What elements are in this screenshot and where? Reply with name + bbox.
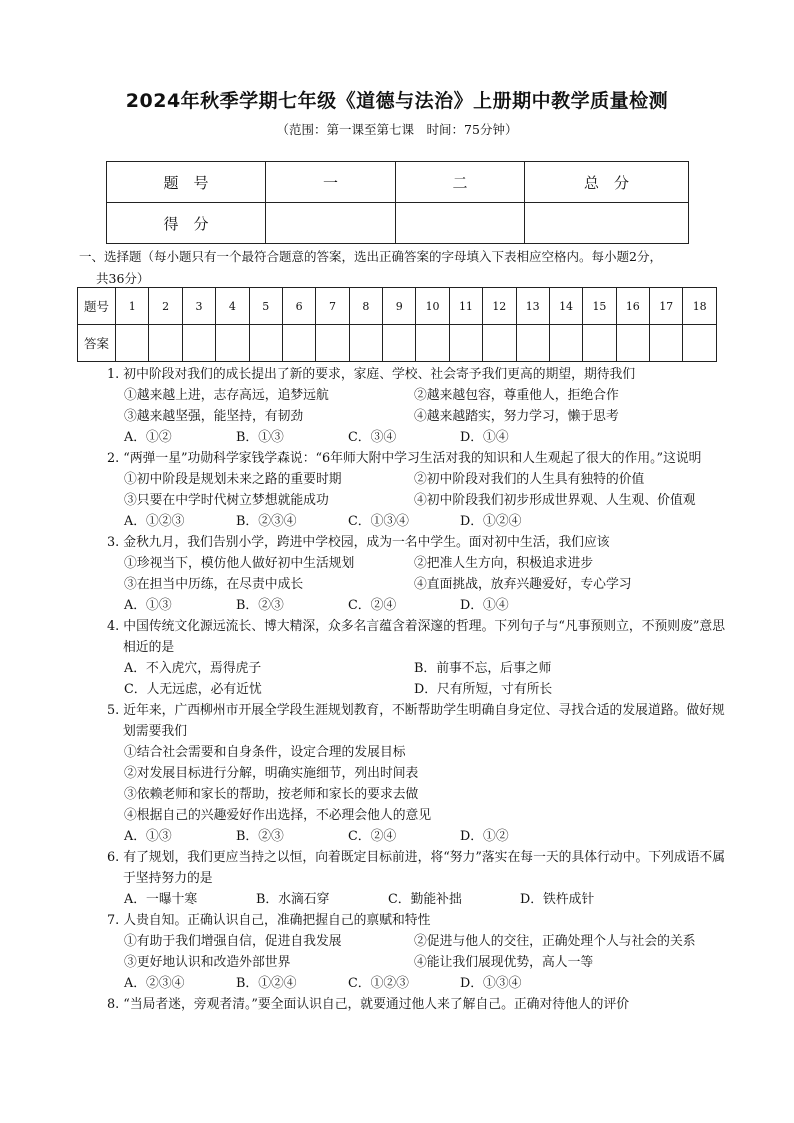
statement-option: ②促进与他人的交往，正确处理个人与社会的关系 bbox=[414, 934, 696, 949]
answer-choice[interactable]: C．③④ bbox=[348, 430, 397, 445]
answer-table-number-label: 题号 bbox=[78, 288, 116, 325]
answer-cell[interactable] bbox=[216, 325, 249, 362]
answer-choice[interactable]: A．②③④ bbox=[124, 976, 185, 991]
option-row bbox=[107, 490, 727, 511]
answer-choice[interactable]: B．水滴石穿 bbox=[256, 892, 330, 907]
section-heading bbox=[79, 246, 719, 290]
option-row bbox=[107, 679, 727, 700]
answer-table-number: 1 bbox=[116, 288, 149, 325]
question-item bbox=[107, 448, 727, 532]
statement-option: B．前事不忘，后事之师 bbox=[414, 661, 552, 676]
statement-option: C．人无远虑，必有近忧 bbox=[124, 682, 262, 697]
answer-choice[interactable]: A．①③ bbox=[124, 829, 172, 844]
answer-cell[interactable] bbox=[149, 325, 182, 362]
score-header-total: 总 分 bbox=[525, 162, 689, 203]
answer-choice[interactable]: D．①②④ bbox=[460, 514, 522, 529]
answer-table-number: 8 bbox=[349, 288, 382, 325]
answer-choice[interactable]: D．①② bbox=[460, 829, 509, 844]
statement-option: ③在担当中历练，在尽责中成长 bbox=[124, 577, 304, 592]
statement-option: ③依赖老师和家长的帮助，按老师和家长的要求去做 bbox=[124, 787, 419, 802]
statement-option: ①珍视当下，模仿他人做好初中生活规划 bbox=[124, 556, 355, 571]
answer-choice[interactable]: B．②③④ bbox=[236, 514, 297, 529]
statement-option: A．不入虎穴，焉得虎子 bbox=[124, 661, 262, 676]
answer-choice[interactable]: A．①②③ bbox=[124, 514, 185, 529]
answer-table-number: 6 bbox=[282, 288, 315, 325]
question-stem: 7. 人贵自知。正确认识自己，准确把握自己的禀赋和特性 bbox=[107, 913, 431, 928]
page-subtitle: （范围：第一课至第七课 时间：75分钟） bbox=[276, 122, 518, 137]
answer-choice[interactable]: C．勤能补拙 bbox=[388, 892, 462, 907]
score-row-label: 得 分 bbox=[107, 203, 266, 244]
statement-option: ④直面挑战，放弃兴趣爱好，专心学习 bbox=[414, 577, 632, 592]
answer-cell[interactable] bbox=[549, 325, 582, 362]
answer-choice[interactable]: A．一曝十寒 bbox=[124, 892, 198, 907]
answer-choice[interactable]: A．①② bbox=[124, 430, 172, 445]
answer-table-number: 11 bbox=[449, 288, 482, 325]
answer-table-number: 15 bbox=[583, 288, 616, 325]
answer-table-number: 2 bbox=[149, 288, 182, 325]
section-heading-line1: 一、选择题（每小题只有一个最符合题意的答案，选出正确答案的字母填入下表相应空格内。每小题2分， bbox=[79, 249, 662, 264]
question-stem: 2. “两弹一星”功勋科学家钱学森说：“6年师大附中学习生活对我的知识和人生观起了很大的作用。”这说明 bbox=[107, 451, 702, 466]
statement-option: ③只要在中学时代树立梦想就能成功 bbox=[124, 493, 329, 508]
question-list bbox=[107, 364, 727, 1015]
option-row bbox=[107, 469, 727, 490]
score-cell-part1[interactable] bbox=[266, 203, 396, 244]
answer-cell[interactable] bbox=[683, 325, 717, 362]
score-cell-total[interactable] bbox=[525, 203, 689, 244]
answer-choice[interactable]: C．①③④ bbox=[348, 514, 409, 529]
statement-option: ④初中阶段我们初步形成世界观、人生观、价值观 bbox=[414, 493, 696, 508]
question-item bbox=[107, 364, 727, 448]
choice-row bbox=[107, 427, 727, 448]
choice-row bbox=[107, 826, 727, 847]
option-row bbox=[107, 385, 727, 406]
question-stem: 3. 金秋九月，我们告别小学，跨进中学校园，成为一名中学生。面对初中生活，我们应该 bbox=[107, 535, 610, 550]
option-row bbox=[107, 658, 727, 679]
answer-table-number: 13 bbox=[516, 288, 549, 325]
answer-choice[interactable]: C．②④ bbox=[348, 829, 397, 844]
answer-table bbox=[77, 287, 717, 362]
statement-option: ②把准人生方向，积极追求进步 bbox=[414, 556, 594, 571]
answer-cell[interactable] bbox=[650, 325, 683, 362]
answer-table-number: 9 bbox=[383, 288, 416, 325]
statement-option: ①结合社会需要和自身条件，设定合理的发展目标 bbox=[124, 745, 406, 760]
statement-option: ③更好地认识和改造外部世界 bbox=[124, 955, 291, 970]
answer-cell[interactable] bbox=[316, 325, 349, 362]
answer-cell[interactable] bbox=[583, 325, 616, 362]
statement-option: ①有助于我们增强自信，促进自我发展 bbox=[124, 934, 342, 949]
choice-row bbox=[107, 973, 727, 994]
score-header-part1: 一 bbox=[266, 162, 396, 203]
question-stem: 8. “当局者迷，旁观者清。”要全面认识自己，就要通过他人来了解自己。正确对待他人的评价 bbox=[107, 997, 630, 1012]
answer-table-answer-label: 答案 bbox=[78, 325, 116, 362]
answer-cell[interactable] bbox=[116, 325, 149, 362]
choice-row bbox=[107, 889, 727, 910]
answer-table-number: 12 bbox=[483, 288, 516, 325]
answer-choice[interactable]: C．①②③ bbox=[348, 976, 409, 991]
question-item bbox=[107, 994, 727, 1015]
question-stem: 1. 初中阶段对我们的成长提出了新的要求，家庭、学校、社会寄予我们更高的期望，期待我们 bbox=[107, 367, 636, 382]
answer-choice[interactable]: B．①②④ bbox=[236, 976, 297, 991]
option-row bbox=[107, 406, 727, 427]
option-row bbox=[107, 553, 727, 574]
score-cell-part2[interactable] bbox=[396, 203, 525, 244]
question-item bbox=[107, 616, 727, 700]
answer-choice[interactable]: B．②③ bbox=[236, 829, 284, 844]
answer-table-number: 5 bbox=[249, 288, 282, 325]
answer-cell[interactable] bbox=[182, 325, 215, 362]
question-item bbox=[107, 910, 727, 994]
answer-cell[interactable] bbox=[383, 325, 416, 362]
answer-choice[interactable]: D．①④ bbox=[460, 598, 509, 613]
answer-cell[interactable] bbox=[349, 325, 382, 362]
answer-table-number: 3 bbox=[182, 288, 215, 325]
statement-option: ④越来越踏实，努力学习，懒于思考 bbox=[414, 409, 619, 424]
answer-cell[interactable] bbox=[616, 325, 649, 362]
option-row bbox=[107, 952, 727, 973]
answer-choice[interactable]: C．②④ bbox=[348, 598, 397, 613]
statement-option: ③越来越坚强，能坚持，有韧劲 bbox=[124, 409, 304, 424]
answer-table-number: 7 bbox=[316, 288, 349, 325]
answer-choice[interactable]: A．①③ bbox=[124, 598, 172, 613]
answer-table-number: 17 bbox=[650, 288, 683, 325]
answer-choice[interactable]: D．①④ bbox=[460, 430, 509, 445]
answer-cell[interactable] bbox=[483, 325, 516, 362]
answer-cell[interactable] bbox=[516, 325, 549, 362]
answer-table-number: 10 bbox=[416, 288, 449, 325]
answer-choice[interactable]: D．铁杵成针 bbox=[520, 892, 595, 907]
score-header-part2: 二 bbox=[396, 162, 525, 203]
statement-option: ④根据自己的兴趣爱好作出选择，不必理会他人的意见 bbox=[124, 808, 432, 823]
score-header-question-no: 题 号 bbox=[107, 162, 266, 203]
question-item bbox=[107, 700, 727, 847]
choice-row bbox=[107, 595, 727, 616]
choice-row bbox=[107, 511, 727, 532]
answer-table-number: 18 bbox=[683, 288, 717, 325]
page-title: 2024年秋季学期七年级《道德与法治》上册期中教学质量检测 bbox=[125, 90, 669, 112]
statement-option: ②越来越包容，尊重他人，拒绝合作 bbox=[414, 388, 619, 403]
statement-option: ①初中阶段是规划未来之路的重要时期 bbox=[124, 472, 342, 487]
answer-choice[interactable]: D．①③④ bbox=[460, 976, 522, 991]
question-stem: 6. 有了规划，我们更应当持之以恒，向着既定目标前进，将“努力”落实在每一天的具体行动中。下列成语不属于坚持努力的是 bbox=[107, 850, 726, 886]
statement-option: ①越来越上进，志存高远，追梦远航 bbox=[124, 388, 329, 403]
answer-table-number: 14 bbox=[549, 288, 582, 325]
question-stem: 4. 中国传统文化源远流长、博大精深，众多名言蕴含着深邃的哲理。下列句子与“凡事预则立，不预则废”意思相近的是 bbox=[107, 619, 726, 655]
answer-cell[interactable] bbox=[416, 325, 449, 362]
question-item bbox=[107, 532, 727, 616]
option-row bbox=[107, 931, 727, 952]
answer-cell[interactable] bbox=[449, 325, 482, 362]
answer-table-number: 4 bbox=[216, 288, 249, 325]
section-heading-line2: 共36分） bbox=[96, 271, 150, 286]
statement-option: ②对发展目标进行分解，明确实施细节，列出时间表 bbox=[124, 766, 419, 781]
answer-cell[interactable] bbox=[249, 325, 282, 362]
question-stem: 5. 近年来，广西柳州市开展全学段生涯规划教育，不断帮助学生明确自身定位、寻找合适的发展道路。做好规划需要我们 bbox=[107, 703, 725, 739]
answer-choice[interactable]: B．②③ bbox=[236, 598, 284, 613]
answer-table-number: 16 bbox=[616, 288, 649, 325]
answer-cell[interactable] bbox=[282, 325, 315, 362]
score-table bbox=[106, 161, 689, 244]
statement-option: ④能让我们展现优势，高人一等 bbox=[414, 955, 594, 970]
statement-option: D．尺有所短，寸有所长 bbox=[414, 682, 553, 697]
statement-option: ②初中阶段对我们的人生具有独特的价值 bbox=[414, 472, 645, 487]
question-item bbox=[107, 847, 727, 910]
answer-choice[interactable]: B．①③ bbox=[236, 430, 284, 445]
option-row bbox=[107, 574, 727, 595]
